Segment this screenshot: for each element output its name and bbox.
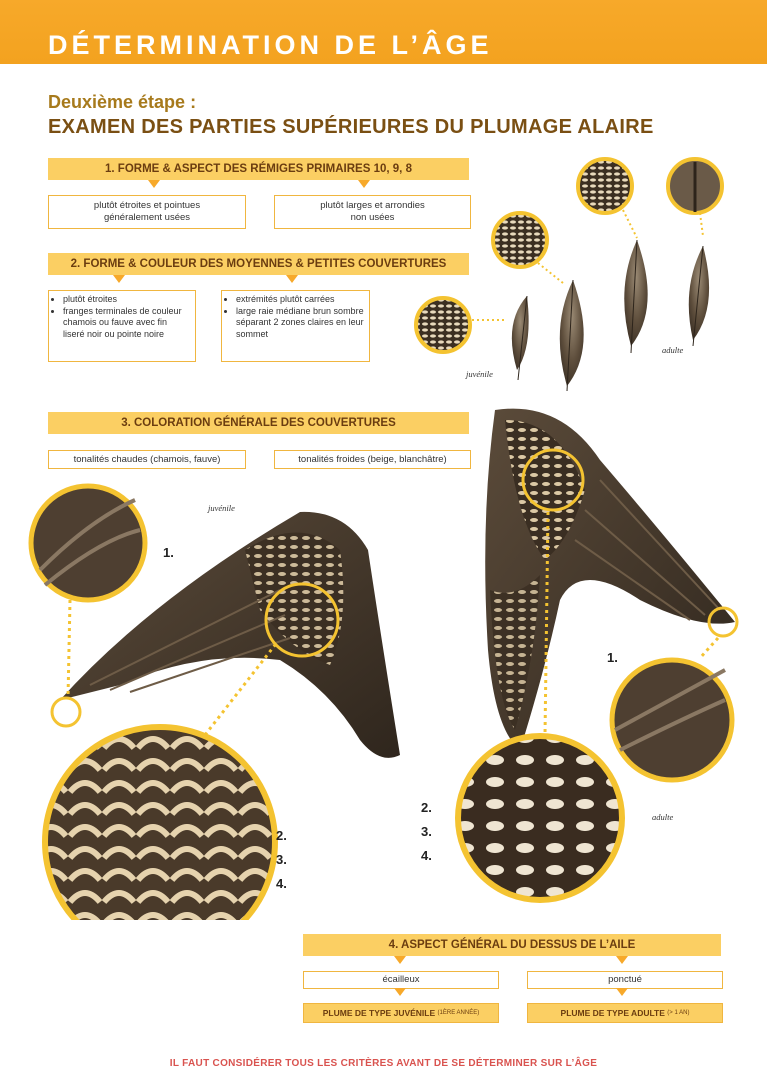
juvenile-feather-large bbox=[560, 280, 584, 391]
wing-juvenile-label: juvénile bbox=[208, 503, 235, 513]
section3-juvenile-box: tonalités chaudes (chamois, fauve) bbox=[48, 450, 246, 469]
section2-adult-item: • large raie médiane brun sombre séparant 2 zones claires en leur sommet bbox=[236, 306, 364, 341]
section4-left-arrow-2 bbox=[394, 988, 406, 996]
juvenile-criterion-3: 3. bbox=[276, 852, 287, 867]
adult-feather-zoom-2 bbox=[668, 159, 722, 213]
juvenile-criterion-2: 2. bbox=[276, 828, 287, 843]
section4-adult-box: ponctué bbox=[527, 971, 723, 989]
adult-result-label: PLUME DE TYPE ADULTE bbox=[560, 1008, 665, 1018]
juvenile-result-note: (1ÈRE ANNÉE) bbox=[437, 1010, 480, 1016]
adult-criterion-2: 2. bbox=[421, 800, 432, 815]
adult-result bbox=[527, 1003, 723, 1023]
adult-feather-1 bbox=[624, 240, 647, 353]
section2-left-arrow bbox=[113, 275, 125, 283]
juvenile-wingtip-zoom bbox=[31, 486, 145, 600]
adult-criterion-3: 3. bbox=[421, 824, 432, 839]
feather-adult-label: adulte bbox=[662, 345, 684, 355]
juvenile-result bbox=[303, 1003, 499, 1023]
adult-criterion-4: 4. bbox=[421, 848, 432, 863]
juvenile-tip-highlight bbox=[52, 698, 80, 726]
section1-adult-box: plutôt larges et arrondies non usées bbox=[274, 195, 471, 229]
wings-illustration bbox=[0, 400, 767, 920]
page-title: DÉTERMINATION DE L’ÂGE bbox=[48, 30, 493, 60]
section2-right-arrow bbox=[286, 275, 298, 283]
step-label: Deuxième étape : bbox=[48, 92, 197, 112]
section4-left-arrow bbox=[394, 956, 406, 964]
section4-juvenile-box: écailleux bbox=[303, 971, 499, 989]
section4-title: 4. ASPECT GÉNÉRAL DU DESSUS DE L’AILE bbox=[303, 934, 721, 956]
juvenile-criterion-4: 4. bbox=[276, 876, 287, 891]
juvenile-coverts-zoom bbox=[45, 727, 275, 920]
section2-adult-item: • extrémités plutôt carrées bbox=[236, 294, 364, 306]
adult-wingtip-zoom bbox=[612, 660, 732, 780]
juvenile-result-label: PLUME DE TYPE JUVÉNILE bbox=[322, 1008, 436, 1018]
adult-result-note: (> 1 AN) bbox=[667, 1010, 690, 1016]
wing-adult-label: adulte bbox=[652, 812, 674, 822]
feather-juvenile-label: juvénile bbox=[466, 369, 493, 379]
section1-left-arrow bbox=[148, 180, 160, 188]
adult-feather-2 bbox=[689, 246, 709, 346]
section2-adult-box bbox=[221, 290, 370, 362]
section3-title: 3. COLORATION GÉNÉRALE DES COUVERTURES bbox=[48, 412, 469, 434]
adult-feather-zoom-1 bbox=[578, 159, 632, 213]
juvenile-feather-zoom-1 bbox=[493, 213, 547, 267]
section2-juvenile-item: • franges terminales de couleur chamois ou fauve avec fin liseré noir ou pointe noire bbox=[63, 306, 190, 341]
section4-right-arrow-2 bbox=[616, 988, 628, 996]
section2-juvenile-item: • plutôt étroites bbox=[63, 294, 190, 306]
section1-right-arrow bbox=[358, 180, 370, 188]
section1-title: 1. FORME & ASPECT DES RÉMIGES PRIMAIRES 10, 9, 8 bbox=[48, 158, 469, 180]
feathers-illustration bbox=[405, 148, 760, 393]
section2-title: 2. FORME & COULEUR DES MOYENNES & PETITES COUVERTURES bbox=[48, 253, 469, 275]
section2-juvenile-box bbox=[48, 290, 196, 362]
footer-note: IL FAUT CONSIDÉRER TOUS LES CRITÈRES AVANT DE SE DÉTERMINER SUR L’ÂGE bbox=[169, 1058, 598, 1069]
juvenile-feather-zoom-2 bbox=[416, 298, 470, 352]
page-subtitle: EXAMEN DES PARTIES SUPÉRIEURES DU PLUMAGE ALAIRE bbox=[48, 116, 654, 138]
adult-criterion-1: 1. bbox=[607, 650, 618, 665]
section1-juvenile-box: plutôt étroites et pointues généralement usées bbox=[48, 195, 246, 229]
section4-right-arrow bbox=[616, 956, 628, 964]
section3-adult-box: tonalités froides (beige, blanchâtre) bbox=[274, 450, 471, 469]
juvenile-feather-small bbox=[512, 296, 529, 380]
juvenile-criterion-1: 1. bbox=[163, 545, 174, 560]
adult-coverts-zoom bbox=[458, 736, 622, 900]
